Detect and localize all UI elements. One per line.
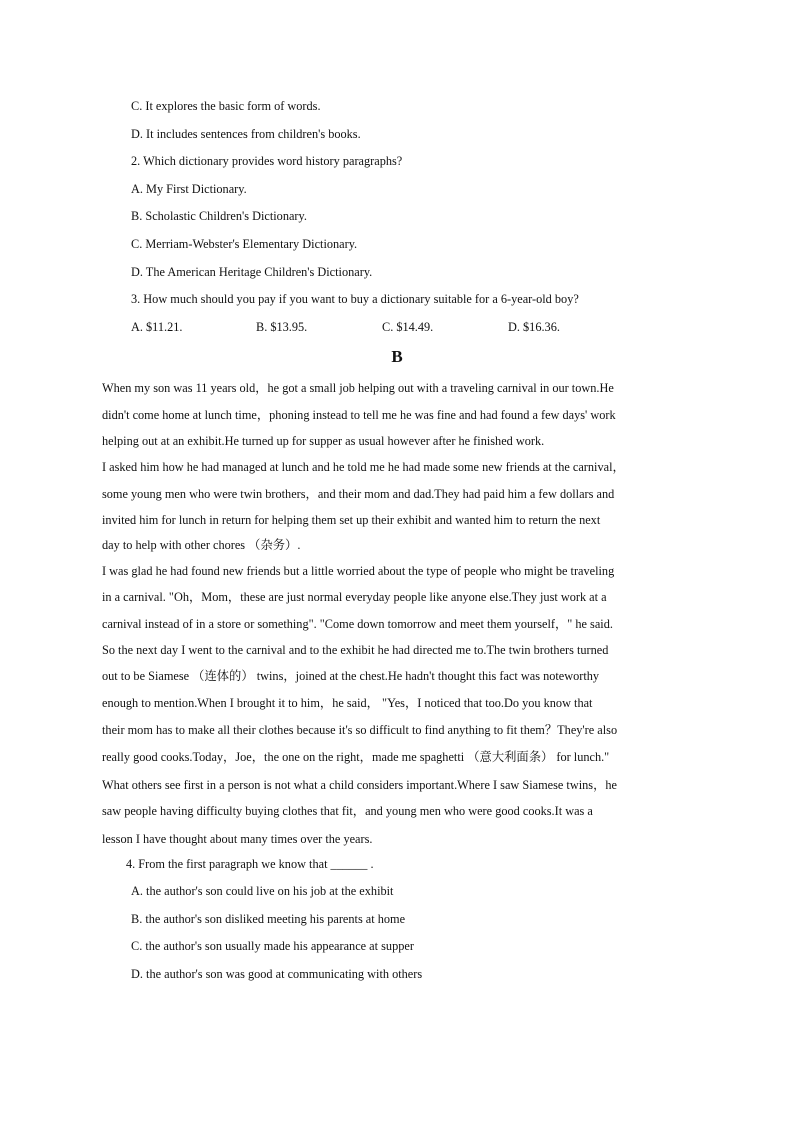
q3-option-c: C. $14.49. [382, 320, 434, 334]
q4-option-c: C. the author's son usually made his appearance at supper [131, 939, 414, 953]
q2-question: 2. Which dictionary provides word history paragraphs? [131, 154, 403, 168]
q2-option-c: C. Merriam-Webster's Elementary Dictionary. [131, 237, 358, 251]
passage-line: helping out at an exhibit.He turned up for supper as usual however after he finished work. [102, 434, 545, 448]
q3-option-b: B. $13.95. [256, 320, 308, 334]
section-heading-b: B [391, 347, 403, 366]
passage-line: invited him for lunch in return for helping them set up their exhibit and wanted him to return the next [102, 513, 601, 527]
q4-option-a: A. the author's son could live on his job at the exhibit [131, 884, 394, 898]
q3-question: 3. How much should you pay if you want to buy a dictionary suitable for a 6-year-old boy? [131, 292, 579, 306]
passage-line: So the next day I went to the carnival and to the exhibit he had directed me to.The twin brothers turned [102, 643, 609, 657]
q4-option-b: B. the author's son disliked meeting his parents at home [131, 912, 406, 926]
passage-line: out to be Siamese （连体的） twins，joined at the chest.He hadn't thought this fact was noteworthy [102, 669, 600, 683]
passage-line: carnival instead of in a store or something". "Come down tomorrow and meet them yourself，" he said. [102, 617, 613, 631]
q1-option-d: D. It includes sentences from children's books. [131, 127, 361, 141]
q2-option-a: A. My First Dictionary. [131, 182, 247, 196]
passage-line: I was glad he had found new friends but a little worried about the type of people who might be traveling [102, 564, 615, 578]
passage-line: lesson I have thought about many times over the years. [102, 832, 373, 846]
passage-line: I asked him how he had managed at lunch and he told me he had made some new friends at the carnival， [102, 460, 625, 474]
passage-line: some young men who were twin brothers，and their mom and dad.They had paid him a few dollars and [102, 487, 615, 501]
passage-line: saw people having difficulty buying clothes that fit，and young men who were good cooks.It was a [102, 804, 593, 818]
passage-line: in a carnival. "Oh，Mom，these are just normal everyday people like anyone else.They just work at a [102, 590, 607, 604]
q3-option-a: A. $11.21. [131, 320, 183, 334]
passage-line: When my son was 11 years old，he got a small job helping out with a traveling carnival in our town.He [102, 381, 614, 395]
q3-option-d: D. $16.36. [508, 320, 560, 334]
q4-question: 4. From the first paragraph we know that ______ . [126, 857, 374, 871]
q2-option-d: D. The American Heritage Children's Dictionary. [131, 265, 373, 279]
q2-option-b: B. Scholastic Children's Dictionary. [131, 209, 307, 223]
passage-line: What others see first in a person is not what a child considers important.Where I saw Siamese twins，he [102, 778, 617, 792]
q4-option-d: D. the author's son was good at communicating with others [131, 967, 423, 981]
passage-line: enough to mention.When I brought it to him，he said， "Yes，I noticed that too.Do you know that [102, 696, 593, 710]
q1-option-c: C. It explores the basic form of words. [131, 99, 321, 113]
passage-line: didn't come home at lunch time，phoning instead to tell me he was fine and had found a few days' work [102, 408, 616, 422]
passage-line: day to help with other chores （杂务）. [102, 538, 301, 552]
passage-line: really good cooks.Today，Joe，the one on the right，made me spaghetti （意大利面条） for lunch." [102, 750, 610, 764]
passage-line: their mom has to make all their clothes because it's so difficult to find anything to fit them？They're also [102, 723, 618, 737]
